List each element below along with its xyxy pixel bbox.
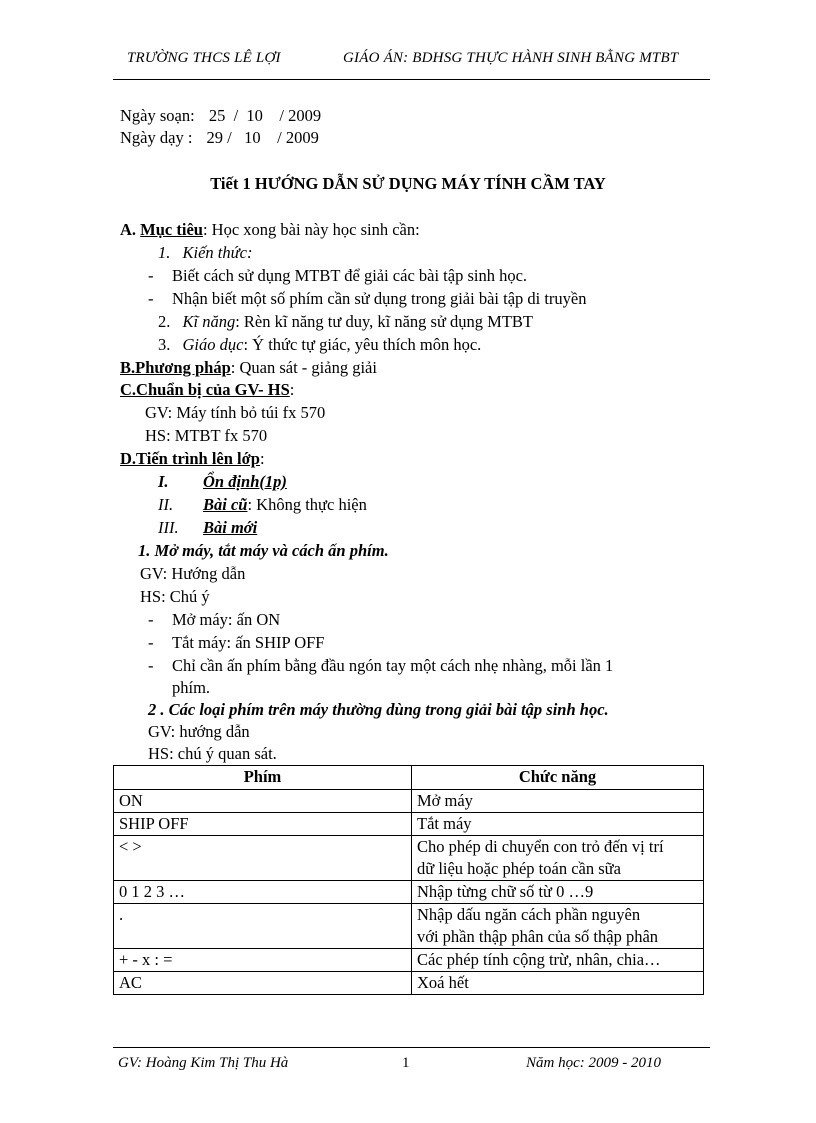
function-line-2: với phần thập phân của số thập phân [417, 927, 659, 946]
function-cell: Nhập từng chữ số từ 0 …9 [412, 881, 704, 904]
step-3-label: Bài mới [203, 518, 258, 537]
section-d-heading: D.Tiến trình lên lớp [120, 449, 260, 468]
table-row [114, 813, 704, 836]
table-row [114, 790, 704, 813]
knowledge-bullet-2 [148, 289, 587, 309]
section-c-colon: : [289, 380, 295, 399]
subsection-2-gv: GV: hướng dẫn [148, 722, 250, 741]
objective-education-text: : Ý thức tự giác, yêu thích môn học. [243, 335, 482, 354]
subsection-1-gv: GV: Hướng dẫn [140, 564, 246, 583]
function-line-2: dữ liệu hoặc phép toán cần sữa [417, 859, 621, 878]
page-title: Tiết 1 HƯỚNG DẪN SỬ DỤNG MÁY TÍNH CẦM TAY [210, 174, 606, 193]
key-cell: 0 1 2 3 … [114, 881, 412, 904]
table-row [114, 972, 704, 995]
footer-page-number: 1 [402, 1055, 410, 1071]
key-cell: SHIP OFF [114, 813, 412, 836]
section-b [120, 358, 377, 378]
bullet-dash: - [148, 289, 154, 308]
section-a-heading [120, 220, 420, 240]
table-row [114, 881, 704, 904]
prepared-date-label: Ngày soạn: [120, 106, 195, 125]
objective-knowledge [158, 243, 252, 263]
step-1 [158, 472, 287, 492]
subsection-1-title: 1. Mở máy, tắt máy và cách ấn phím. [138, 541, 389, 560]
section-b-heading: B.Phương pháp [120, 358, 231, 377]
bullet-dash: - [148, 266, 154, 285]
table-row [114, 836, 704, 881]
prepared-date [120, 106, 321, 126]
knowledge-bullet-1 [148, 266, 527, 286]
subsection-1-bullet-3-cont: phím. [172, 678, 211, 697]
keys-table [113, 765, 704, 995]
section-d [120, 449, 265, 469]
objective-skills-num: 2. [158, 312, 171, 331]
table-row [114, 904, 704, 949]
objective-knowledge-num: 1. [158, 243, 171, 262]
header-school: TRƯỜNG THCS LÊ LỢI [127, 50, 281, 66]
key-cell: < > [114, 836, 412, 881]
bullet-3-text: Chỉ cần ấn phím bằng đầu ngón tay một cách nhẹ nhàng, mỗi lần 1 [172, 656, 614, 675]
function-cell: Xoá hết [412, 972, 704, 995]
table-header-row [114, 766, 704, 790]
step-2-label: Bài cũ [203, 495, 248, 514]
function-cell: Mở máy [412, 790, 704, 813]
step-2 [158, 495, 367, 515]
objective-education [158, 335, 481, 355]
section-b-text: : Quan sát - giảng giải [230, 358, 377, 377]
prepared-date-value: 25 / 10 / 2009 [208, 106, 322, 125]
step-3 [158, 518, 257, 538]
section-a-intro: : Học xong bài này học sinh cần: [202, 220, 420, 239]
footer-year: Năm học: 2009 - 2010 [526, 1055, 661, 1071]
function-cell: Các phép tính cộng trừ, nhân, chia… [412, 949, 704, 972]
section-c-heading: C.Chuẩn bị của GV- HS [120, 380, 290, 399]
bullet-dash: - [148, 633, 154, 652]
bullet-2-text: Tắt máy: ấn SHIP OFF [172, 633, 325, 652]
footer-rule [113, 1047, 710, 1048]
section-c-gv: GV: Máy tính bỏ túi fx 570 [145, 403, 326, 422]
objective-skills-label: Kĩ năng [182, 312, 236, 331]
bullet-1-text: Mở máy: ấn ON [172, 610, 281, 629]
bullet-dash: - [148, 656, 154, 675]
objective-skills [158, 312, 533, 332]
subsection-1-bullet-3 [148, 656, 613, 676]
bullet-dash: - [148, 610, 154, 629]
function-cell [412, 904, 704, 949]
key-cell: ON [114, 790, 412, 813]
objective-education-num: 3. [158, 335, 171, 354]
subsection-1-hs: HS: Chú ý [140, 587, 210, 606]
step-2-num: II. [158, 495, 174, 514]
subsection-1-bullet-1 [148, 610, 280, 630]
subsection-2-title: 2 . Các loại phím trên máy thường dùng trong giải bài tập sinh học. [148, 700, 609, 719]
objective-skills-text: : Rèn kĩ năng tư duy, kĩ năng sử dụng MTBT [235, 312, 533, 331]
subsection-2-hs: HS: chú ý quan sát. [148, 744, 277, 763]
objective-education-label: Giáo dục [182, 335, 244, 354]
objective-knowledge-label: Kiến thức: [182, 243, 253, 262]
function-cell [412, 836, 704, 881]
section-d-colon: : [259, 449, 265, 468]
taught-date-value: 29 / 10 / 2009 [206, 128, 319, 147]
knowledge-bullet-2-text: Nhận biết một số phím cần sử dụng trong giải bài tập di truyền [172, 289, 587, 308]
function-cell: Tắt máy [412, 813, 704, 836]
footer-teacher: GV: Hoàng Kim Thị Thu Hà [118, 1055, 289, 1071]
key-cell: + - x : = [114, 949, 412, 972]
taught-date [120, 128, 319, 148]
section-c-hs: HS: MTBT fx 570 [145, 426, 268, 445]
section-a-title: Mục tiêu [140, 220, 203, 239]
section-c [120, 380, 294, 400]
step-1-num: I. [158, 472, 169, 491]
table-row [114, 949, 704, 972]
col-header-key: Phím [114, 766, 412, 790]
col-header-function: Chức năng [412, 766, 704, 790]
key-cell: AC [114, 972, 412, 995]
step-3-num: III. [158, 518, 179, 537]
step-2-text: : Không thực hiện [247, 495, 367, 514]
step-1-label: Ổn định(1p) [203, 472, 287, 491]
header-lesson-plan: GIÁO ÁN: BDHSG THỰC HÀNH SINH BẰNG MTBT [343, 50, 679, 66]
function-line-1: Nhập dấu ngăn cách phần nguyên [417, 905, 641, 924]
section-a-prefix: A. [120, 220, 141, 239]
knowledge-bullet-1-text: Biết cách sử dụng MTBT để giải các bài tập sinh học. [172, 266, 528, 285]
function-line-1: Cho phép di chuyển con trỏ đến vị trí [417, 837, 664, 856]
taught-date-label: Ngày dạy : [120, 128, 193, 147]
key-cell: . [114, 904, 412, 949]
header-rule [113, 79, 710, 80]
subsection-1-bullet-2 [148, 633, 324, 653]
